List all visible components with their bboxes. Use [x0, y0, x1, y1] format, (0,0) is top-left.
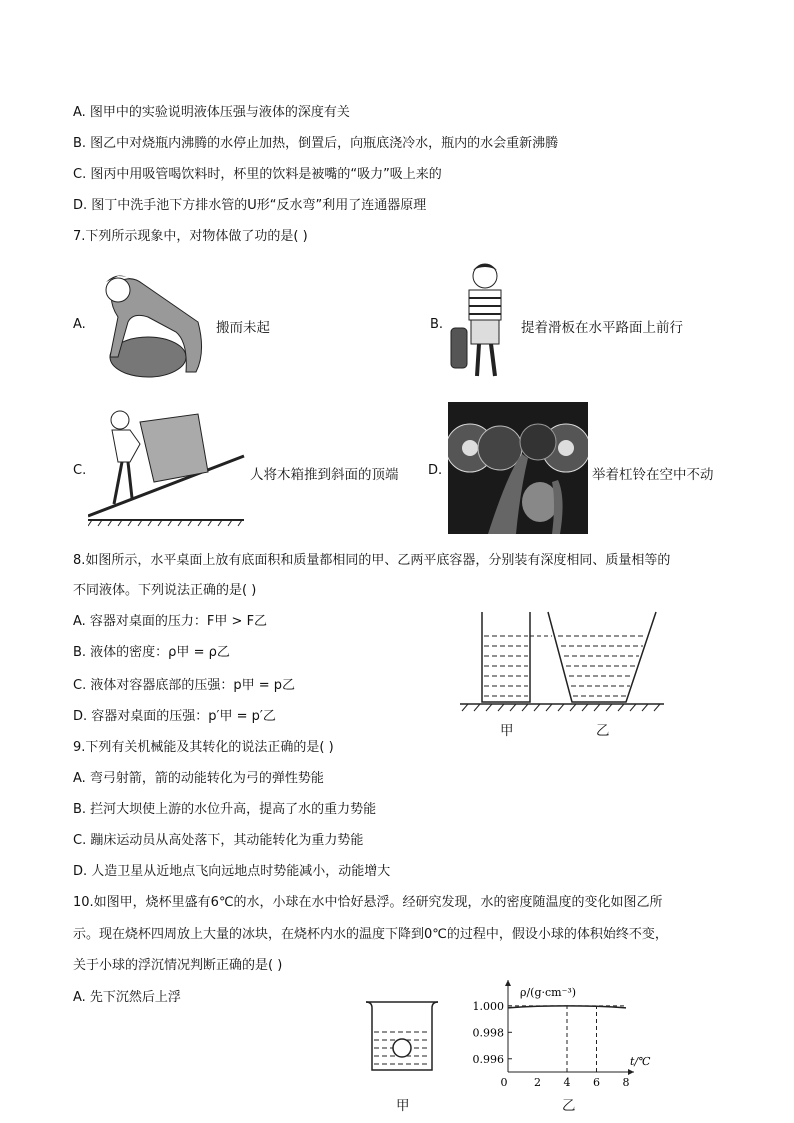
q9-option-b: B. 拦河大坝使上游的水位升高，提高了水的重力势能	[73, 802, 377, 817]
chart-ylabel: ρ/(g·cm⁻³)	[520, 986, 577, 999]
q8-option-b: B. 液体的密度：ρ甲 = ρ乙	[73, 645, 230, 660]
beaker-figure	[362, 996, 442, 1076]
q10-fig-label-jia: 甲	[396, 1098, 410, 1114]
q8-fig-label-yi: 乙	[596, 723, 610, 739]
x-tick-label: 4	[563, 1076, 571, 1089]
q8-option-d: D. 容器对桌面的压强：p′甲 = p′乙	[73, 709, 276, 724]
q7-stem: 7.下列所示现象中，对物体做了功的是( )	[73, 229, 308, 244]
q6-option-c: C. 图丙中用吸管喝饮料时，杯里的饮料是被嘴的“吸力”吸上来的	[73, 167, 442, 182]
y-tick-label: 1.000	[472, 999, 504, 1013]
y-tick-label: 0.996	[472, 1052, 504, 1066]
x-axis-arrow	[628, 1069, 634, 1075]
x-tick-label: 6	[593, 1076, 600, 1089]
boy-carrying-skateboard-icon	[445, 258, 517, 386]
q6-option-a: A. 图甲中的实验说明液体压强与液体的深度有关	[73, 105, 350, 120]
y-axis-arrow	[505, 980, 511, 986]
q9-option-a: A. 弯弓射箭，箭的动能转化为弓的弹性势能	[73, 771, 324, 786]
containers-figure	[460, 606, 664, 712]
q8-option-c: C. 液体对容器底部的压强：p甲 = p乙	[73, 678, 296, 693]
q10-fig-label-yi: 乙	[562, 1098, 576, 1114]
q9-stem: 9.下列有关机械能及其转化的说法正确的是( )	[73, 740, 334, 755]
q6-option-d: D. 图丁中洗手池下方排水管的U形“反水弯”利用了连通器原理	[73, 198, 427, 213]
q9-option-d: D. 人造卫星从近地点飞向远地点时势能减小，动能增大	[73, 864, 391, 879]
weightlifter-icon	[448, 402, 588, 534]
q7-option-b-letter: B.	[430, 317, 444, 332]
q10-stem-line1: 10.如图甲，烧杯里盛有6℃的水，小球在水中恰好悬浮。经研究发现，水的密度随温度的变化如图乙所	[73, 895, 663, 910]
q7-option-d-caption: 举着杠铃在空中不动	[592, 467, 714, 483]
q7-option-c-letter: C.	[73, 463, 87, 478]
q9-option-c: C. 蹦床运动员从高处落下，其动能转化为重力势能	[73, 833, 364, 848]
person-pushing-box-icon	[88, 402, 248, 530]
q6-option-b: B. 图乙中对烧瓶内沸腾的水停止加热，倒置后，向瓶底浇冷水，瓶内的水会重新沸腾	[73, 136, 559, 151]
q7-option-b-caption: 提着滑板在水平路面上前行	[521, 320, 683, 336]
density-temperature-chart	[468, 980, 654, 1090]
x-tick-label: 2	[534, 1076, 541, 1089]
q7-option-d-letter: D.	[428, 463, 443, 478]
q7-option-c-caption: 人将木箱推到斜面的顶端	[250, 467, 399, 483]
chart-xlabel: t/℃	[630, 1055, 651, 1068]
x-tick-label: 0	[500, 1076, 508, 1089]
x-tick-label: 8	[622, 1076, 630, 1089]
q10-stem-line3: 关于小球的浮沉情况判断正确的是( )	[73, 958, 283, 973]
woman-lifting-stone-icon	[88, 262, 210, 382]
q7-option-a-letter: A.	[73, 317, 86, 332]
q7-option-a-caption: 搬而未起	[216, 320, 270, 336]
y-tick-label: 0.998	[472, 1026, 504, 1040]
q8-stem-line2: 不同液体。下列说法正确的是( )	[73, 583, 257, 598]
q8-fig-label-jia: 甲	[500, 723, 514, 739]
q10-option-a: A. 先下沉然后上浮	[73, 990, 181, 1005]
q8-stem-line1: 8.如图所示，水平桌面上放有底面积和质量都相同的甲、乙两平底容器，分别装有深度相同、质量相等的	[73, 553, 671, 568]
q8-option-a: A. 容器对桌面的压力：F甲 > F乙	[73, 614, 268, 629]
q10-stem-line2: 示。现在烧杯四周放上大量的冰块，在烧杯内水的温度下降到0℃的过程中，假设小球的体积始终不变，	[73, 927, 668, 942]
